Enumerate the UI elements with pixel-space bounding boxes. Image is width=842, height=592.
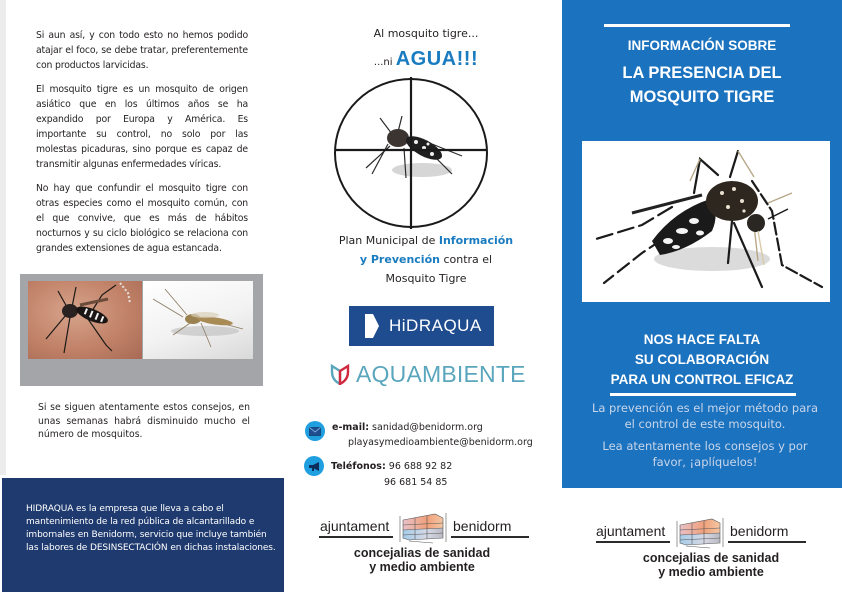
- aquambiente-wordmark: AQUAMBIENTE: [356, 360, 526, 387]
- aquambiente-logo: [330, 361, 526, 387]
- council-word-right: benidorm: [730, 523, 789, 539]
- tiger-mosquito-photo: [28, 281, 142, 359]
- middle-panel: [290, 0, 562, 592]
- plan-subject: Mosquito Tigre: [385, 272, 467, 285]
- cover-title-line2: LA PRESENCIA DEL: [622, 64, 782, 82]
- email-contact-2: [348, 435, 533, 450]
- left-panel: [0, 0, 290, 592]
- read-advice-note: Lea atentamente los consejos y por favor, ¡aplíquelos!: [602, 439, 808, 469]
- paragraph-common-mosquito: No hay que confundir el mosquito tigre con otras especies como el mosquito común, con el que convive, que es más de hábitos nocturnos y su ciclo biológico se relaciona con grandes extensiones de agua estancada.: [36, 183, 248, 254]
- callout-line2: SU COLABORACIÓN: [634, 352, 770, 367]
- council-word-left: ajuntament: [320, 518, 390, 534]
- cover-title-main: [562, 61, 842, 109]
- right-panel: [562, 0, 842, 592]
- council-underline-left: [596, 541, 670, 543]
- callout-line1: NOS HACE FALTA: [643, 332, 761, 347]
- council-subtitle-line1: concejalias de sanidad: [642, 551, 780, 565]
- council-building-icon: [672, 515, 726, 549]
- paragraph-larvicides: Si aun así, y con todo esto no hemos podido atajar el foco, se debe tratar, preferentemente con productos larvicidas.: [36, 30, 248, 71]
- tagline-emphasis: AGUA!!!: [395, 48, 479, 70]
- tagline-top: Al mosquito tigre...: [373, 27, 479, 40]
- crosshair-target-icon: [332, 74, 490, 230]
- phone-number-1[interactable]: 96 688 92 82: [388, 461, 453, 472]
- plan-highlight-info: Información: [438, 234, 514, 247]
- callout-line3: PARA UN CONTROL EFICAZ: [610, 372, 794, 387]
- panel-edge: [0, 0, 6, 475]
- email-label: e-mail:: [332, 422, 370, 433]
- phone-contact-2: [384, 475, 447, 490]
- advice-text: Si se siguen atentamente estos consejos, en unas semanas habrá disminuido mucho el número de mosquitos.: [38, 402, 250, 440]
- cover-title-line1: INFORMACIÓN SOBRE: [627, 38, 777, 53]
- council-word-right: benidorm: [453, 518, 512, 534]
- phone-number-2[interactable]: 96 681 54 85: [384, 477, 448, 488]
- tiger-mosquito-illustration: [582, 141, 830, 302]
- tagline-prefix: ...ni: [373, 57, 393, 68]
- prevention-note: La prevención es el mejor método para el control de este mosquito.: [591, 401, 819, 431]
- tagline-bottom: [290, 48, 562, 71]
- callout-rule: [610, 393, 796, 396]
- plan-prefix: Plan Municipal de: [338, 234, 436, 247]
- plan-title: [290, 231, 562, 288]
- email-contact: [332, 420, 483, 435]
- aquambiente-mark-icon: [330, 363, 350, 385]
- title-rule-top: [604, 24, 790, 27]
- cover-title-line3: MOSQUITO TIGRE: [629, 88, 775, 106]
- phone-label: Teléfonos:: [331, 461, 386, 472]
- plan-highlight-prevention: y Prevención: [359, 253, 440, 266]
- email-icon: [305, 421, 325, 441]
- hidraqua-info-text: HIDRAQUA es la empresa que lleva a cabo el mantenimiento de la red pública de alcantarillado e imbornales en Benidorm, servicio que incluye también las labores de DESINSECTACIÓN en dichas instalaciones.: [26, 504, 276, 553]
- council-subtitle-line1: concejalias de sanidad: [353, 546, 491, 560]
- hidraqua-info-box: [2, 478, 284, 592]
- council-building-icon: [395, 510, 449, 544]
- council-underline-left: [319, 536, 393, 538]
- phone-contact: [331, 459, 452, 474]
- intro-text-block: [36, 28, 248, 265]
- council-subtitle: [596, 551, 826, 579]
- callout-title: [562, 330, 842, 390]
- council-underline-right: [451, 536, 529, 538]
- council-underline-right: [728, 541, 806, 543]
- megaphone-icon: [304, 456, 324, 476]
- council-subtitle-line2: y medio ambiente: [369, 560, 475, 574]
- email-address-2[interactable]: playasymedioambiente@benidorm.org: [348, 437, 533, 448]
- plan-suffix: contra el: [443, 253, 493, 266]
- paragraph-origin: El mosquito tigre es un mosquito de origen asiático que en los últimos años se ha expandido por Europa y América. Es importante su control, no solo por las molestas picaduras, sino porque es capaz de transmitir algunas enfermedades víricas.: [36, 84, 248, 170]
- cover-blue-panel: [562, 0, 842, 488]
- council-logo-middle: [319, 510, 549, 586]
- mosquito-comparison-photos: [20, 274, 263, 386]
- hidraqua-logo: [349, 306, 494, 346]
- council-logo-right: [596, 515, 826, 591]
- email-address-1[interactable]: sanidad@benidorm.org: [372, 422, 483, 433]
- council-word-left: ajuntament: [596, 523, 666, 539]
- council-subtitle: [307, 546, 537, 574]
- hidraqua-wordmark: HiDRAQUA: [389, 316, 482, 335]
- hidraqua-mark-icon: [365, 314, 379, 338]
- common-mosquito-photo: [143, 281, 253, 359]
- council-subtitle-line2: y medio ambiente: [658, 565, 764, 579]
